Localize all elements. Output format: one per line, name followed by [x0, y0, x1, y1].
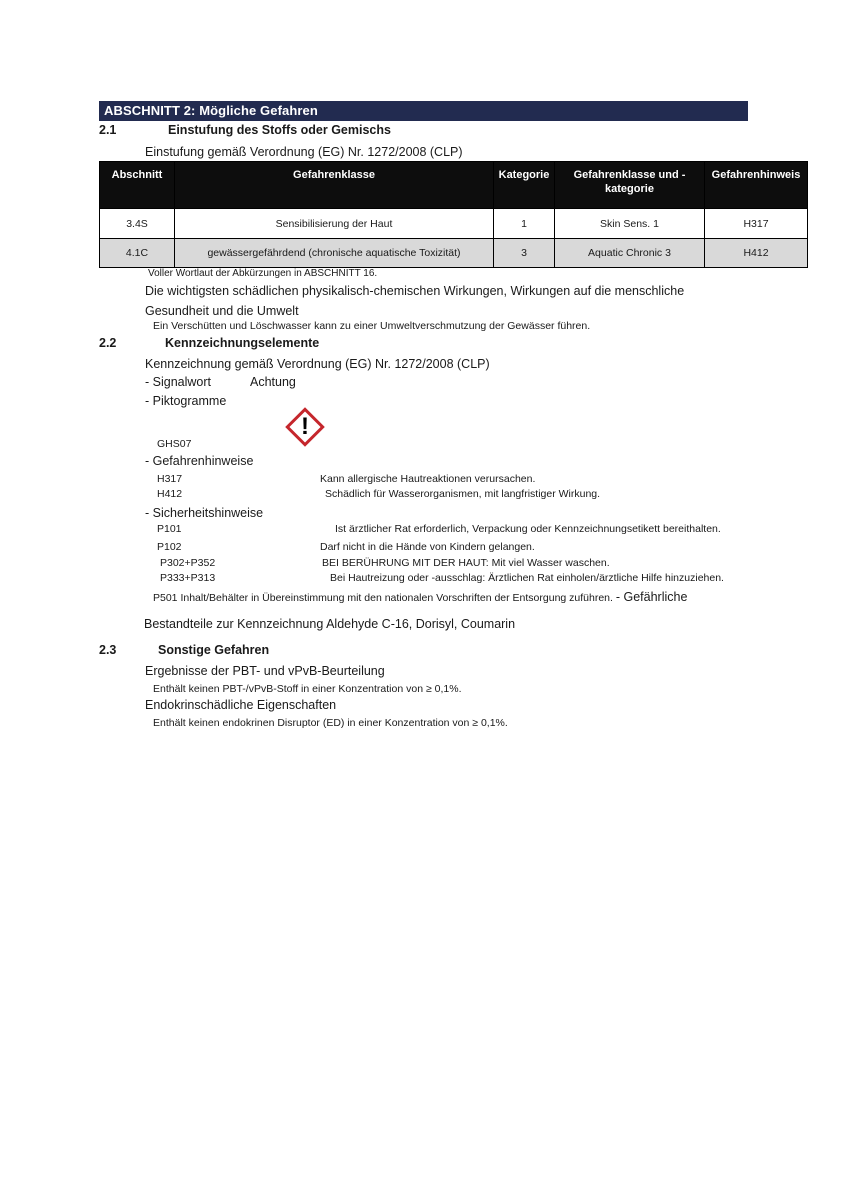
section-2-2-number: 2.2	[99, 336, 117, 350]
precaution-code: P101	[157, 523, 182, 535]
table-header-cell: Kategorie	[494, 162, 555, 209]
precaution-code: P333+P313	[160, 572, 216, 584]
effects-note: Ein Verschütten und Löschwasser kann zu einer Umweltverschmutzung der Gewässer führen.	[153, 320, 591, 332]
exclamation-mark-icon: !	[301, 413, 309, 440]
endocrine-note: Enthält keinen endokrinen Disruptor (ED) in einer Konzentration von ≥ 0,1%.	[153, 717, 508, 729]
pbt-note: Enthält keinen PBT-/vPvB-Stoff in einer Konzentration von ≥ 0,1%.	[153, 683, 462, 695]
precaution-text: Ist ärztlicher Rat erforderlich, Verpackung oder Kennzeichnungsetikett bereithalten.	[335, 523, 721, 535]
p501-statement-line	[153, 589, 687, 607]
precaution-text: Bei Hautreizung oder -ausschlag: Ärztlichen Rat einholen/ärztliche Hilfe hinzuziehen.	[330, 572, 724, 584]
section-2-2-heading	[99, 336, 319, 350]
signal-word-row	[145, 375, 296, 389]
table-header-cell: Abschnitt	[100, 162, 175, 209]
signal-word-label: - Signalwort	[145, 375, 211, 389]
precaution-statement-row	[160, 571, 724, 585]
hazard-statement-row	[157, 472, 535, 486]
section-2-1-subtitle: Einstufung gemäß Verordnung (EG) Nr. 1272/2008 (CLP)	[145, 145, 463, 159]
section-2-2-subtitle: Kennzeichnung gemäß Verordnung (EG) Nr. 1272/2008 (CLP)	[145, 357, 490, 371]
table-cell: H412	[705, 239, 808, 268]
table-row	[100, 209, 808, 239]
section-2-3-number: 2.3	[99, 643, 117, 657]
table-cell: 4.1C	[100, 239, 175, 268]
effects-heading: Die wichtigsten schädlichen physikalisch-chemischen Wirkungen, Wirkungen auf die menschliche Gesundheit und die Umwelt	[145, 284, 685, 318]
table-cell: 1	[494, 209, 555, 239]
section-2-3-title: Sonstige Gefahren	[158, 643, 270, 657]
precaution-statements-heading: - Sicherheitshinweise	[145, 506, 264, 520]
hazard-text: Schädlich für Wasserorganismen, mit langfristiger Wirkung.	[325, 488, 601, 500]
hazard-code: H317	[157, 473, 183, 485]
precaution-text: BEI BERÜHRUNG MIT DER HAUT: Mit viel Wasser waschen.	[322, 557, 610, 569]
precaution-statement-row	[157, 540, 535, 554]
section-2-1-number: 2.1	[99, 123, 117, 137]
abbreviations-footnote: Voller Wortlaut der Abkürzungen in ABSCHNITT 16.	[148, 268, 378, 279]
precaution-text: Darf nicht in die Hände von Kindern gelangen.	[320, 541, 535, 553]
precaution-code: P102	[157, 541, 182, 553]
table-header-cell: Gefahrenklasse und - kategorie	[555, 162, 705, 209]
table-header-cell: Gefahrenklasse	[175, 162, 494, 209]
ghs07-pictogram	[285, 407, 325, 447]
table-cell: Skin Sens. 1	[555, 209, 705, 239]
pbt-heading: Ergebnisse der PBT- und vPvB-Beurteilung	[145, 664, 385, 678]
table-header-row	[100, 162, 808, 209]
precaution-statement-row	[157, 522, 721, 536]
table-cell: 3.4S	[100, 209, 175, 239]
endocrine-heading: Endokrinschädliche Eigenschaften	[145, 698, 337, 712]
section-2-1-heading	[99, 123, 391, 137]
table-cell: H317	[705, 209, 808, 239]
precaution-statement-row	[160, 556, 610, 570]
table-cell: Aquatic Chronic 3	[555, 239, 705, 268]
ghs07-code-label: GHS07	[157, 438, 192, 450]
table-row	[100, 239, 808, 268]
classification-table	[99, 161, 808, 268]
hazard-statement-row	[157, 487, 600, 501]
section-2-3-heading	[99, 643, 269, 657]
p501-text: P501 Inhalt/Behälter in Übereinstimmung mit den nationalen Vorschriften der Entsorgung zuführen.	[153, 592, 616, 604]
hazard-text: Kann allergische Hautreaktionen verursachen.	[320, 473, 536, 485]
section-2-header-bar	[99, 101, 748, 121]
hazard-code: H412	[157, 488, 183, 500]
table-cell: gewässergefährdend (chronische aquatische Toxizität)	[175, 239, 494, 268]
section-2-header-title: ABSCHNITT 2: Mögliche Gefahren	[104, 103, 318, 118]
dangerous-components-line: Bestandteile zur Kennzeichnung Aldehyde C-16, Dorisyl, Coumarin	[144, 617, 516, 631]
precaution-code: P302+P352	[160, 557, 216, 569]
table-header-cell: Gefahrenhinweis	[705, 162, 808, 209]
dangerous-components-lead: - Gefährliche	[615, 590, 688, 604]
table-cell: 3	[494, 239, 555, 268]
section-2-2-title: Kennzeichnungselemente	[165, 336, 320, 350]
hazard-statements-heading: - Gefahrenhinweise	[145, 454, 254, 468]
pictograms-label: - Piktogramme	[145, 394, 227, 408]
section-2-1-title: Einstufung des Stoffs oder Gemischs	[168, 123, 391, 137]
table-cell: Sensibilisierung der Haut	[175, 209, 494, 239]
signal-word-value: Achtung	[250, 375, 296, 389]
